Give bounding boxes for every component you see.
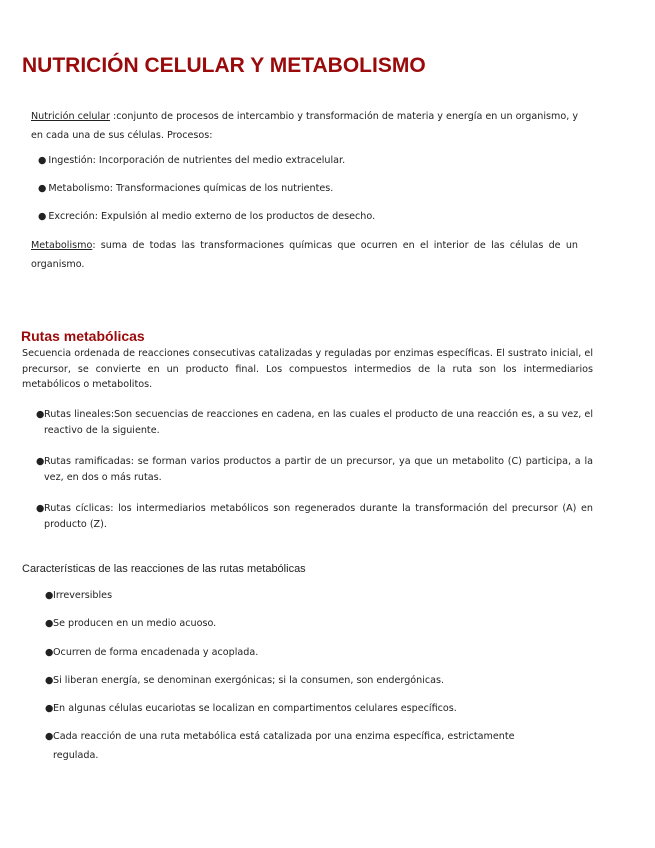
route-type-item — [36, 501, 593, 533]
route-type-text: Rutas cíclicas: los intermediarios metabólicos son regenerados durante la transformación del precursor (A) en producto (Z). — [44, 503, 593, 530]
bullet-icon: ● — [45, 731, 54, 742]
bullet-icon: ● — [38, 155, 47, 166]
route-type-item — [36, 454, 593, 486]
characteristic-item — [45, 614, 535, 633]
bullet-icon: ● — [45, 618, 54, 629]
process-text: Metabolismo: Transformaciones químicas de los nutrientes. — [48, 183, 334, 194]
route-type-text: Rutas lineales:Son secuencias de reacciones en cadena, en las cuales el producto de una reacción es, a su vez, el reactivo de la siguiente. — [44, 409, 593, 436]
bullet-icon: ● — [45, 703, 54, 714]
characteristic-text: Ocurren de forma encadenada y acoplada. — [53, 647, 259, 658]
characteristic-item — [45, 643, 535, 662]
nutrition-text: :conjunto de procesos de intercambio y transformación de materia y energía en un organismo, y en cada una de sus células. Procesos: — [31, 111, 578, 141]
nutrition-term: Nutrición celular — [31, 111, 110, 122]
characteristic-text: Cada reacción de una ruta metabólica está catalizada por una enzima específica, estrictamente regulada. — [53, 731, 515, 761]
routes-definition: Secuencia ordenada de reacciones consecutivas catalizadas y reguladas por enzimas específicas. El sustrato inicial, el precursor, se convierte en un producto final. Los compuestos intermedios de la ruta son los intermediarios metabólicos o metabolitos. — [22, 348, 593, 390]
route-type-text: Rutas ramificadas: se forman varios productos a partir de un precursor, ya que un metabolito (C) participa, a la vez, en dos o más rutas. — [44, 456, 593, 483]
bullet-icon: ● — [38, 211, 47, 222]
nutrition-definition — [31, 107, 578, 145]
bullet-icon: ● — [45, 675, 54, 686]
process-text: Excreción: Expulsión al medio externo de los productos de desecho. — [48, 211, 376, 222]
characteristics-heading: Características de las reacciones de las rutas metabólicas — [22, 563, 306, 575]
bullet-icon: ● — [45, 647, 54, 658]
page-title: NUTRICIÓN CELULAR Y METABOLISMO — [22, 54, 426, 77]
characteristic-text: Se producen en un medio acuoso. — [53, 618, 217, 629]
metabolism-text: : suma de todas las transformaciones químicas que ocurren en el interior de las células de un organismo. — [31, 240, 578, 270]
route-type-item — [36, 407, 593, 439]
process-item — [38, 211, 375, 222]
process-item — [38, 155, 345, 166]
bullet-icon: ● — [36, 503, 45, 514]
bullet-icon: ● — [36, 456, 45, 467]
characteristic-item — [45, 727, 535, 765]
characteristic-text: Si liberan energía, se denominan exergónicas; si la consumen, son endergónicas. — [53, 675, 445, 686]
process-item — [38, 183, 333, 194]
metabolism-definition — [31, 236, 578, 274]
process-text: Ingestión: Incorporación de nutrientes del medio extracelular. — [48, 155, 346, 166]
bullet-icon: ● — [38, 183, 47, 194]
characteristic-item — [45, 671, 535, 690]
bullet-icon: ● — [45, 590, 54, 601]
bullet-icon: ● — [36, 409, 45, 420]
characteristic-item — [45, 699, 535, 718]
routes-heading: Rutas metabólicas — [21, 328, 145, 344]
metabolism-term: Metabolismo — [31, 240, 93, 251]
characteristic-item — [45, 586, 535, 605]
characteristic-text: Irreversibles — [53, 590, 113, 601]
characteristic-text: En algunas células eucariotas se localizan en compartimentos celulares específicos. — [53, 703, 457, 714]
